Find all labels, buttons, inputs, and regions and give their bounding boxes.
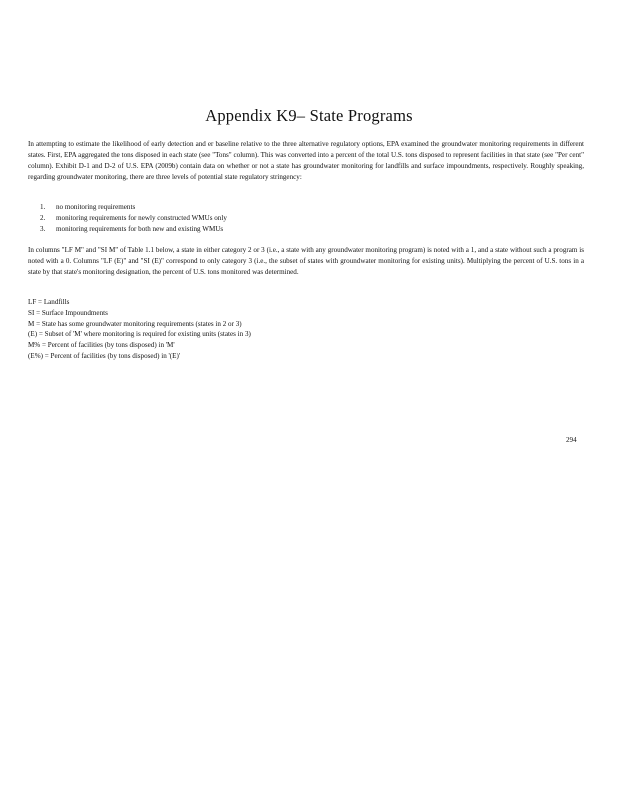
definition-item: M = State has some groundwater monitoring requirements (states in 2 or 3)	[28, 319, 242, 328]
stringency-list	[40, 202, 227, 235]
list-item: 2. monitoring requirements for newly constructed WMUs only	[40, 213, 227, 222]
definition-item: (E%) = Percent of facilities (by tons disposed) in '(E)'	[28, 351, 181, 360]
intro-paragraph: In attempting to estimate the likelihood of early detection and er baseline relative to the three alternative regulatory options, EPA examined the groundwater monitoring requirements in different states. First, EPA aggregated the tons disposed in each state (see "Tons" column). This was converted into a percent of the total U.S. tons disposed to represent facilities in that state (see "Per cent" column). Exhibit D-1 and D-2 of U.S. EPA (2009b) contain data on whether or not a state has groundwater monitoring for landfills and surface impoundments, respectively. Roughly speaking, regarding groundwater monitoring, there are three levels of potential state regulatory stringency:	[28, 140, 584, 181]
definition-item: SI = Surface Impoundments	[28, 308, 108, 317]
page-title: Appendix K9– State Programs	[205, 106, 413, 125]
page-number: 294	[566, 436, 577, 444]
definitions-list	[28, 297, 251, 362]
columns-paragraph: In columns "LF M" and "SI M" of Table 1.1 below, a state in either category 2 or 3 (i.e., a state with any groundwater monitoring program) is noted with a 1, and a state without such a program is noted with a 0. Columns "LF (E)" and "SI (E)" correspond to only category 3 (i.e., the subset of states with groundwater monitoring for existing units). Multiplying the percent of U.S. tons in a state by that state's monitoring designation, the percent of U.S. tons monitored was determined.	[28, 246, 584, 276]
definition-item: M% = Percent of facilities (by tons disposed) in 'M'	[28, 341, 175, 350]
definition-item: (E) = Subset of 'M' where monitoring is required for existing units (states in 3)	[28, 330, 251, 339]
list-item: 1. no monitoring requirements	[40, 203, 136, 211]
list-item: 3. monitoring requirements for both new and existing WMUs	[40, 224, 224, 233]
definition-item: LF = Landfills	[28, 298, 70, 306]
